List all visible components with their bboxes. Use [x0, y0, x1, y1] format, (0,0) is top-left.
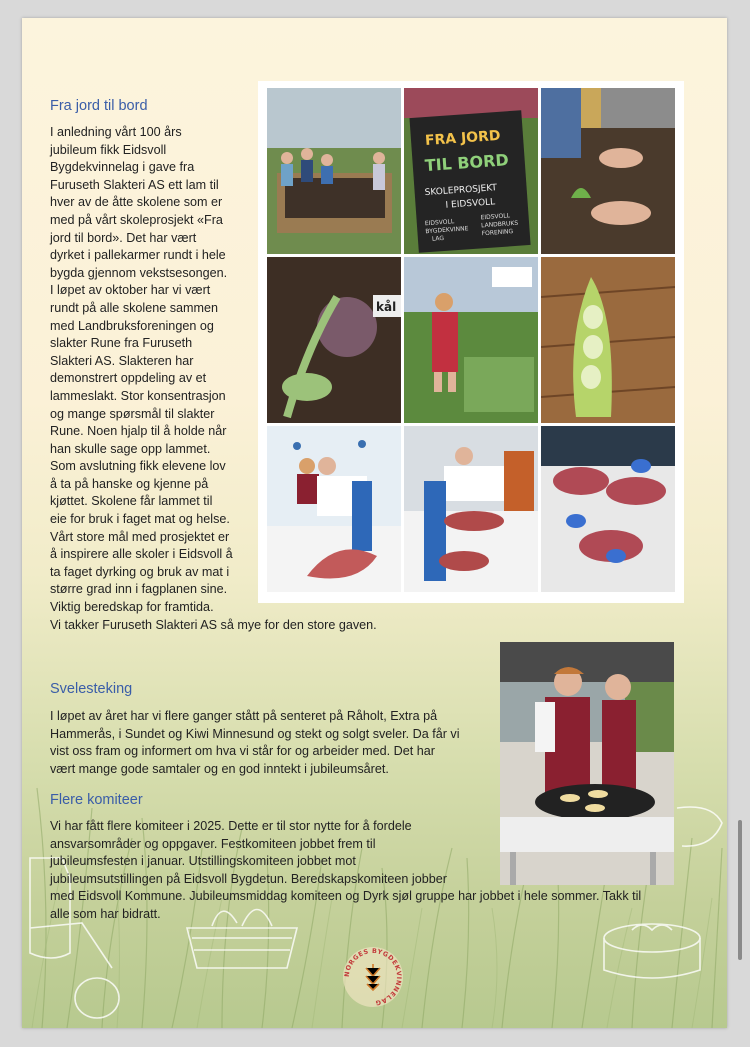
chalkboard-small-3: LAG [431, 234, 445, 243]
text-line: Bygdekvinnelag i gave fra [50, 160, 195, 175]
chalkboard-line-1: FRA JORD [424, 127, 502, 150]
text-line: jubileumsfesten i januar. Utstillingskomiteen jobbet mot [50, 854, 356, 869]
text-line: bygda gjennom vekstsesongen. [50, 265, 228, 280]
text-line: demonstrert oppdeling av et [50, 371, 207, 386]
text-line: større grad inn i fagplanen sine. [50, 582, 228, 597]
heading-svelesteking: Svelesteking [50, 681, 133, 697]
text-line: med på vårt skoleprosjekt «Fra [50, 212, 223, 227]
text-line: kjøttet. Skolene får lammet til [50, 494, 213, 509]
chalkboard-small-6: FORENING [481, 228, 514, 238]
text-line: Viktig beredskap for framtida. [50, 600, 214, 615]
chalkboard-small-2: BYGDEKVINNE [425, 225, 469, 236]
text-line: vært mange gode samtaler og en god inntekt i jubileumsåret. [50, 761, 389, 776]
text-line: Rune. Noen hjalp til å holde når [50, 424, 227, 439]
sign-label-kal: kål [376, 300, 397, 314]
text-line: Furuseth Slakteri AS ett lam til [50, 177, 219, 192]
text-line: jord til bord». Det har vært [50, 230, 197, 245]
text-line: I løpet av oktober har vi vært [50, 283, 211, 298]
chalkboard-line-3: SKOLEPROSJEKT [424, 183, 498, 199]
text-line: med Eidsvoll Kommune. Jubileumsmiddag komiteen og Dyrk sjøl gruppe har jobbet i hele sommer. Takk til [50, 889, 642, 904]
chalkboard-line-2: TIL BORD [424, 150, 510, 176]
text-line: hver av de åtte skolene som er [50, 195, 223, 210]
chalkboard-small-4: EIDSVOLL [480, 212, 511, 222]
text-line: eie for bruk i faget mat og helse. [50, 512, 230, 527]
scrollbar-thumb[interactable] [738, 820, 742, 960]
text-line: å ta på hanske og kjenne på [50, 476, 209, 491]
text-line: dyrket i pallekarmer rundt i hele [50, 248, 226, 263]
text-line: å inspirere alle skoler i Eidsvoll å [50, 547, 233, 562]
text-line: lammeslakt. Stor konsentrasjon [50, 388, 226, 403]
text-line: med Landbruksforeningen og [50, 318, 214, 333]
text-line: jubileum fikk Eidsvoll [50, 142, 167, 157]
text-line: Slakteri AS. Slakteren har [50, 353, 194, 368]
text-line: vist oss fram og informert om hva vi står for og arbeider med. Det har [50, 744, 435, 759]
chalkboard-line-4: I EIDSVOLL [445, 197, 496, 211]
chalkboard-small-1: EIDSVOLL [424, 218, 455, 228]
text-line: Vi takker Furuseth Slakteri AS så mye for den store gaven. [50, 617, 377, 632]
text-line: slakter Rune fra Furuseth [50, 336, 193, 351]
heading-fra-jord-til-bord: Fra jord til bord [50, 98, 148, 114]
text-line: han skulle sage opp lammet. [50, 441, 211, 456]
text-line: ansvarsområder og oppgaver. Festkomiteen jobbet frem til [50, 836, 376, 851]
text-line: rundt på alle skolene sammen [50, 300, 219, 315]
text-line: Som avslutning fikk elevene lov [50, 459, 226, 474]
text-line: Hammerås, i Sundet og Kiwi Minnesund og stekt og solgt sveler. Da får vi [50, 726, 460, 741]
text-line: Vi har fått flere komiteer i 2025. Dette er til stor nytte for å fordele [50, 819, 412, 833]
heading-flere-komiteer: Flere komiteer [50, 792, 143, 808]
text-line: I løpet av året har vi flere ganger stått på senteret på Råholt, Extra på [50, 709, 438, 723]
text-line: ta faget dyrking og bruk av mat i [50, 564, 230, 579]
page-border [22, 18, 727, 1028]
text-line: Vårt store mål med prosjektet er [50, 529, 230, 544]
text-line: I anledning vårt 100 års [50, 125, 182, 139]
text-line: jubileumsutstillingen på Eidsvoll Bygdetun. Beredskapskomiteen jobber [50, 871, 447, 886]
text-line: alle som har bidratt. [50, 906, 161, 921]
text-line: og mange spørsmål til slakter [50, 406, 215, 421]
logo-text: NORGES BYGDEKVINNELAG [342, 946, 404, 1008]
chalkboard-small-5: LANDBRUKS [480, 219, 519, 230]
